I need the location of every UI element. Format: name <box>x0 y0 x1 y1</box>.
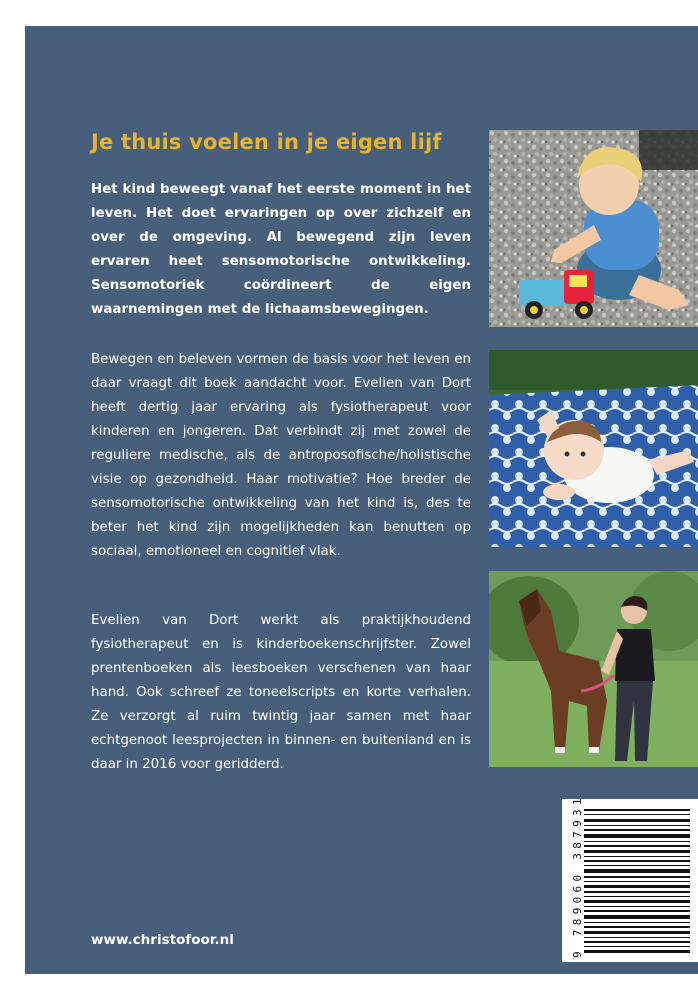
photo-toddler-with-toy-truck <box>489 130 698 327</box>
isbn-number: 9 789060 387931 <box>571 794 584 958</box>
back-cover <box>25 26 698 974</box>
photo-baby-on-blanket <box>489 350 698 547</box>
photo-woman-with-horse <box>489 571 698 767</box>
cover-title: Je thuis voelen in je eigen lijf <box>91 130 442 154</box>
publisher-website: www.christofoor.nl <box>91 932 234 948</box>
author-bio-paragraph: Evelien van Dort werkt als praktijkhoudend fysiotherapeut en is kinderboekenschrijfster. Zowel prentenboeken als leesboeken verschenen van haar hand. Ook schreef ze toneelscripts en korte verhalen. Ze verzorgt al ruim twintig jaar samen met haar echtgenoot leesprojecten in binnen- en buitenland en is daar in 2016 voor geridderd. <box>91 613 471 772</box>
body-paragraph-1: Bewegen en beleven vormen de basis voor het leven en daar vraagt dit boek aandacht voor. Evelien van Dort heeft dertig jaar ervaring als fysiotherapeut voor kinderen en jongeren. Dat verbindt zij met zowel de reguliere medische, als de antroposofische/holistische visie op gezondheid. Haar motivatie? Hoe breder de sensomotorische ontwikkeling van het kind is, des te beter het kind zijn mogelijkheden kan benutten op sociaal, emotioneel en cognitief vlak. <box>91 352 471 559</box>
lead-paragraph: Het kind beweegt vanaf het eerste moment in het leven. Het doet ervaringen op over zichzelf en over de omgeving. Al bewegend zijn leven ervaren heet sensomotorische ontwikkeling. Sensomotoriek coördineert de eigen waarnemingen met de lichaamsbewegingen. <box>91 182 471 317</box>
